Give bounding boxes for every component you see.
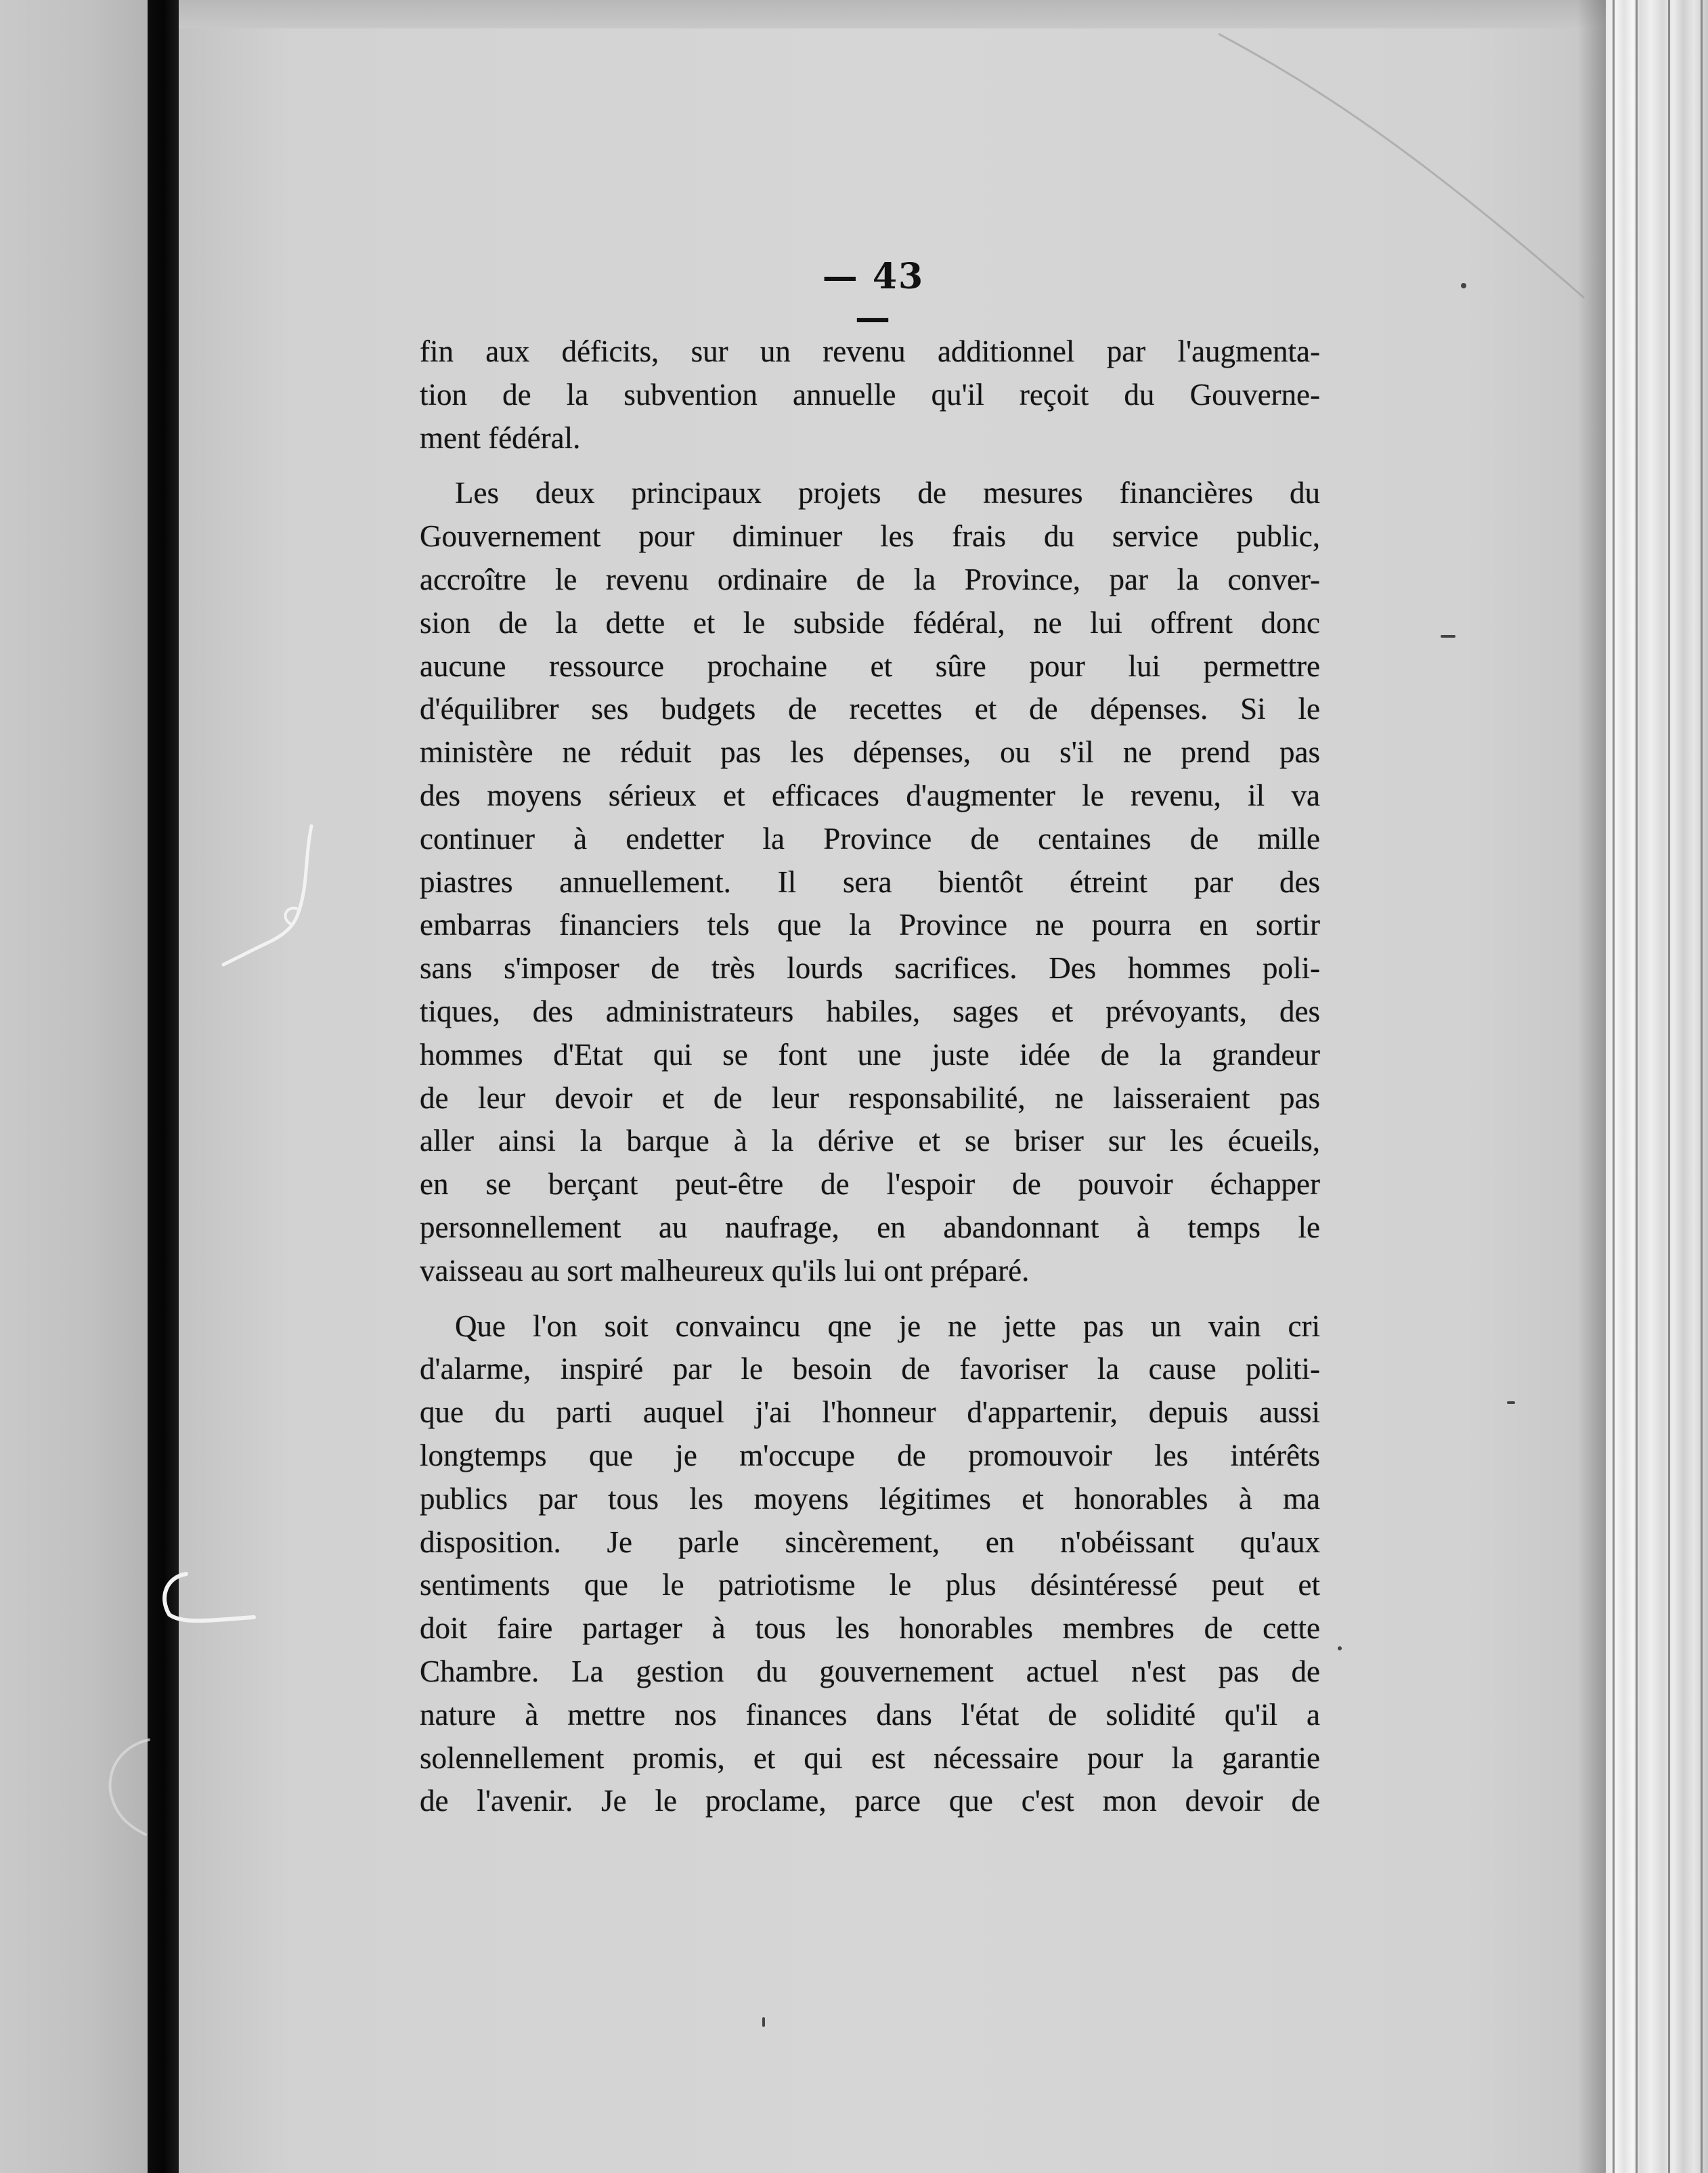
- body-text: [420, 330, 1320, 1823]
- text-line: personnellement au naufrage, en abandonnant à temps le: [420, 1210, 1320, 1244]
- text-line: d'alarme, inspiré par le besoin de favoriser la cause politi-: [420, 1352, 1320, 1386]
- text-line: hommes d'Etat qui se font une juste idée de la grandeur: [420, 1037, 1320, 1072]
- facing-page-fragment: [0, 0, 148, 2173]
- text-line: aucune ressource prochaine et sûre pour lui permettre: [420, 649, 1320, 683]
- text-line: d'équilibrer ses budgets de recettes et de dépenses. Si le: [420, 692, 1320, 726]
- paragraph: [420, 330, 1320, 460]
- text-line: ment fédéral.: [420, 420, 581, 455]
- stacked-page-edges: [1606, 0, 1708, 2173]
- page-edge-line: [1613, 0, 1615, 2173]
- text-line: nature à mettre nos finances dans l'état de solidité qu'il a: [420, 1697, 1320, 1732]
- text-line: que du parti auquel j'ai l'honneur d'appartenir, depuis aussi: [420, 1395, 1320, 1430]
- page-edge-shadow: [1577, 0, 1606, 2173]
- text-line: accroître le revenu ordinaire de la Province, par la conver-: [420, 562, 1320, 596]
- text-line: embarras financiers tels que la Province ne pourra en sortir: [420, 908, 1320, 942]
- text-line: en se berçant peut-être de l'espoir de pouvoir échapper: [420, 1167, 1320, 1202]
- text-line: sion de la dette et le subside fédéral, ne lui offrent donc: [420, 605, 1320, 640]
- text-line: sans s'imposer de très lourds sacrifices. Des hommes poli-: [420, 951, 1320, 986]
- text-line: publics par tous les moyens légitimes et honorables à ma: [420, 1481, 1320, 1516]
- text-line: continuer à endetter la Province de centaines de mille: [420, 821, 1320, 856]
- text-line: ministère ne réduit pas les dépenses, ou s'il ne prend pas: [420, 735, 1320, 770]
- text-line: de l'avenir. Je le proclame, parce que c'est mon devoir de: [420, 1784, 1320, 1818]
- paragraph: [420, 472, 1320, 1292]
- text-line: disposition. Je parle sincèrement, en n'obéissant qu'aux: [420, 1524, 1320, 1559]
- text-line: longtemps que je m'occupe de promouvoir les intérêts: [420, 1438, 1320, 1472]
- text-line: tion de la subvention annuelle qu'il reçoit du Gouverne-: [420, 377, 1320, 412]
- text-line: aller ainsi la barque à la dérive et se briser sur les écueils,: [420, 1124, 1320, 1158]
- page-edge-line: [1668, 0, 1670, 2173]
- paragraph: [420, 1305, 1320, 1824]
- text-line: tiques, des administrateurs habiles, sages et prévoyants, des: [420, 994, 1320, 1028]
- text-line: sentiments que le patriotisme le plus désintéressé peut et: [420, 1568, 1320, 1602]
- text-line: Les deux principaux projets de mesures financières du: [455, 476, 1320, 510]
- text-line: Chambre. La gestion du gouvernement actuel n'est pas de: [420, 1654, 1320, 1688]
- text-line: vaisseau au sort malheureux qu'ils lui ont préparé.: [420, 1253, 1030, 1288]
- text-line: Gouvernement pour diminuer les frais du service public,: [420, 519, 1320, 554]
- text-line: solennellement promis, et qui est nécessaire pour la garantie: [420, 1740, 1320, 1775]
- text-line: doit faire partager à tous les honorables membres de cette: [420, 1611, 1320, 1646]
- text-line: Que l'on soit convaincu qne je ne jette pas un vain cri: [455, 1309, 1320, 1343]
- page-top-margin: [179, 0, 1606, 28]
- page-edge-line: [1701, 0, 1703, 2173]
- page-edge-line: [1636, 0, 1638, 2173]
- book-binding: [148, 0, 179, 2173]
- page-number: — 43 —: [822, 256, 925, 338]
- text-line: fin aux déficits, sur un revenu additionnel par l'augmenta-: [420, 334, 1320, 368]
- text-line: de leur devoir et de leur responsabilité, ne laisseraient pas: [420, 1080, 1320, 1115]
- text-line: des moyens sérieux et efficaces d'augmenter le revenu, il va: [420, 778, 1320, 812]
- text-line: piastres annuellement. Il sera bientôt étreint par des: [420, 864, 1320, 899]
